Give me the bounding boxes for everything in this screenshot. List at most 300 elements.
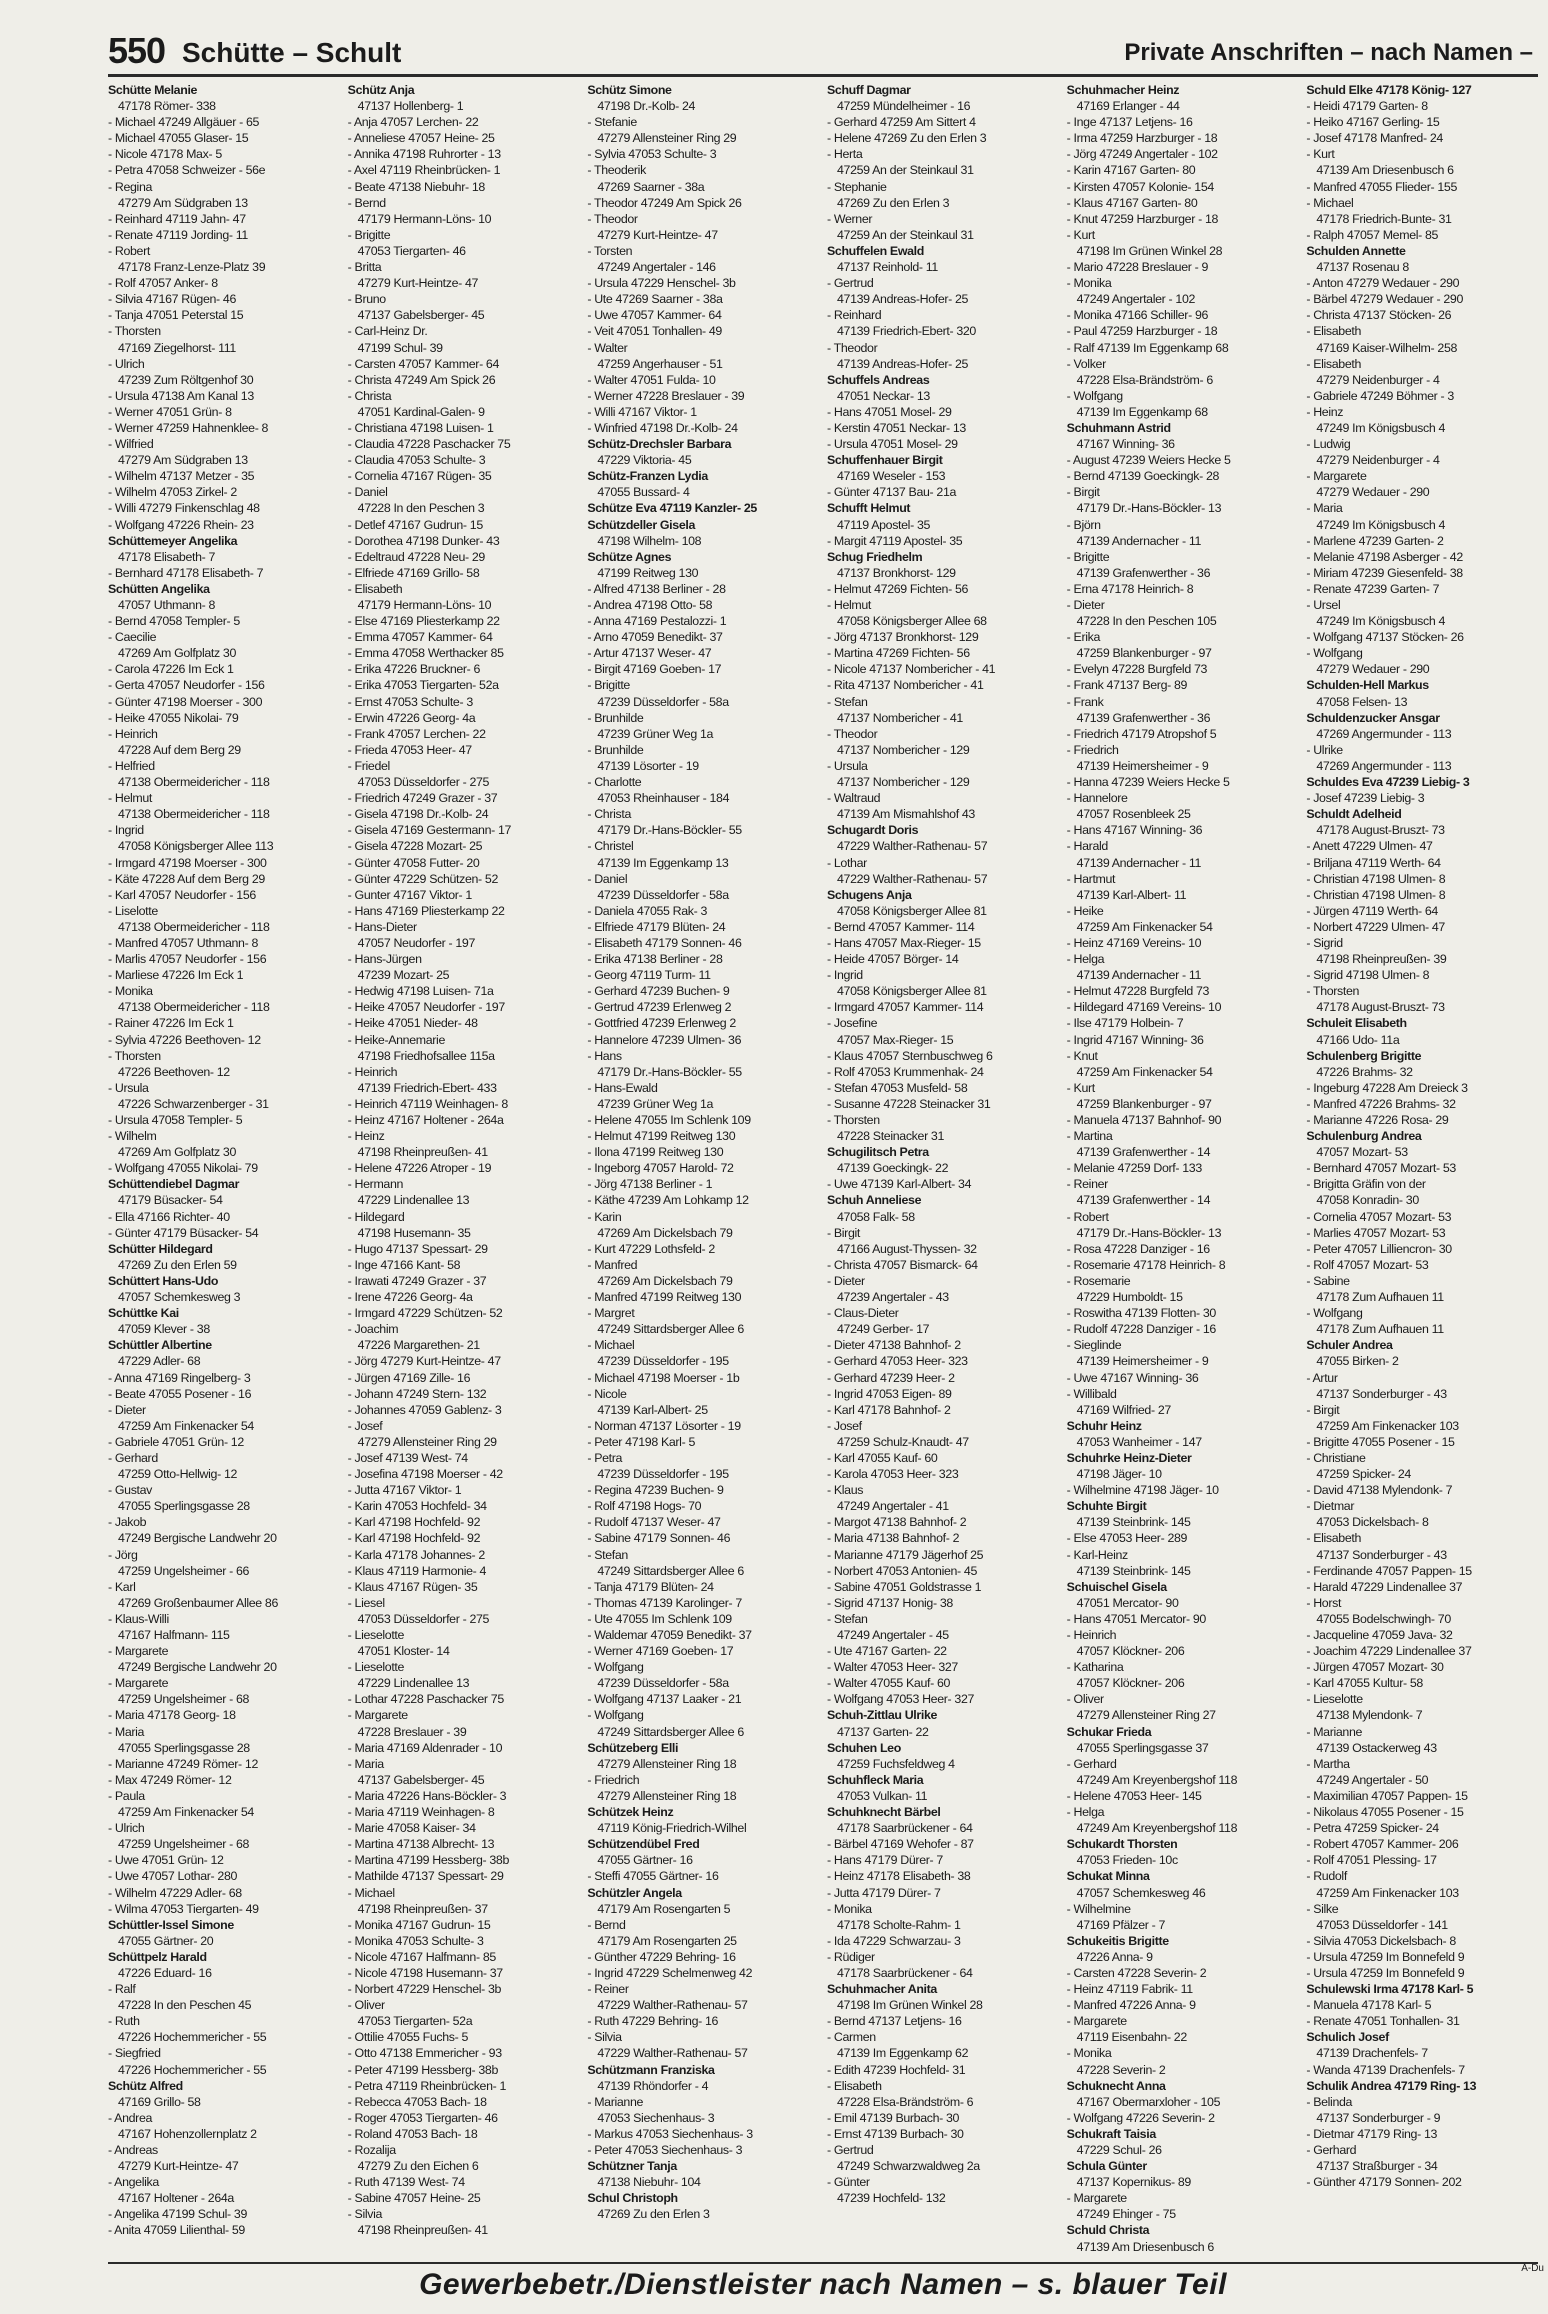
- directory-line: - Siegfried: [108, 2046, 161, 2061]
- surname-entry: Schützler Angela: [587, 1885, 682, 1900]
- surname-entry: Schukeitis Brigitte: [1066, 1933, 1169, 1948]
- directory-line: - Thorsten: [1306, 984, 1360, 999]
- directory-line: - Roger 47053 Tiergarten- 46: [347, 2110, 498, 2125]
- directory-line: - Werner 47228 Breslauer - 39: [587, 388, 745, 403]
- directory-line: - Dorothea 47198 Dunker- 43: [347, 533, 500, 548]
- directory-line: - Paul 47259 Harzburger - 18: [1066, 324, 1218, 339]
- directory-line: - Ursel: [1306, 598, 1341, 612]
- directory-line: 47051 Neckar- 13: [837, 388, 930, 403]
- directory-line: - Ralph 47057 Memel- 85: [1306, 227, 1439, 242]
- directory-line: - Helmut 47269 Fichten- 56: [827, 581, 969, 596]
- directory-line: - Regina 47239 Buchen- 9: [587, 1483, 724, 1498]
- directory-line: - Bernd 47058 Templer- 5: [108, 614, 240, 629]
- directory-line: - Manuela 47178 Karl- 5: [1306, 1998, 1432, 2013]
- directory-line: - Klaus: [827, 1483, 864, 1498]
- directory-line: - Margit 47119 Apostel- 35: [827, 533, 963, 548]
- directory-line: - Brigitte 47055 Posener - 15: [1306, 1434, 1455, 1449]
- directory-line: 47139 Andernacher - 11: [1076, 855, 1201, 870]
- directory-line: - Walter 47051 Fulda- 10: [587, 372, 716, 387]
- directory-line: - Silke: [1306, 1901, 1339, 1916]
- directory-line: 47053 Düsseldorfer - 275: [357, 1611, 490, 1626]
- directory-line: - Ingrid 47053 Eigen- 89: [827, 1386, 952, 1401]
- directory-line: - Heinz 47169 Vereins- 10: [1066, 935, 1202, 950]
- directory-line: - Gabriele 47051 Grün- 12: [108, 1434, 244, 1449]
- directory-line: - Evelyn 47228 Burgfeld 73: [1066, 662, 1208, 677]
- directory-line: 47167 Holtener - 264a: [118, 2191, 234, 2206]
- directory-line: - Elfriede 47169 Grillo- 58: [347, 565, 480, 580]
- directory-line: - Rudolf: [1306, 1869, 1347, 1884]
- directory-line: - Norman 47137 Lösorter - 19: [587, 1418, 741, 1433]
- directory-line: 47137 Nombericher - 41: [837, 710, 963, 725]
- directory-line: - Bernd: [587, 1917, 626, 1932]
- directory-line: - Michael: [347, 1885, 395, 1900]
- directory-line: - Thorsten: [827, 1113, 880, 1127]
- directory-line: - Maria 47178 Georg- 18: [108, 1708, 236, 1723]
- directory-line: 47139 Grafenwerther - 14: [1076, 1145, 1211, 1160]
- directory-line: 47137 Bronkhorst- 129: [837, 565, 956, 580]
- surname-entry: Schuldt Adelheid: [1306, 807, 1402, 822]
- directory-line: - Sabine 47179 Sonnen- 46: [587, 1531, 731, 1546]
- directory-line: 47259 Ungelsheimer - 66: [118, 1563, 250, 1578]
- directory-line: 47198 Rheinpreußen- 41: [357, 1145, 488, 1160]
- directory-line: 47055 Birken- 2: [1316, 1354, 1399, 1369]
- directory-line: - Wolfgang 47055 Nikolai- 79: [108, 1161, 258, 1176]
- directory-line: - Rosa 47228 Danziger - 16: [1066, 1241, 1210, 1256]
- directory-line: - Gertrud: [827, 2143, 874, 2157]
- directory-line: - Michael 47198 Moerser - 1b: [587, 1370, 740, 1385]
- directory-line: - Wilhelm 47137 Metzer - 35: [108, 469, 255, 484]
- directory-line: - Uwe 47139 Karl-Albert- 34: [827, 1177, 972, 1192]
- directory-line: - Hanna 47239 Weiers Hecke 5: [1066, 775, 1230, 790]
- directory-line: - Maximilian 47057 Pappen- 15: [1306, 1788, 1468, 1803]
- directory-line: 47057 Klöckner- 206: [1076, 1644, 1185, 1659]
- directory-line: - Manfred 47226 Anna- 9: [1066, 1998, 1196, 2013]
- directory-line: 47249 Angertaler - 50: [1316, 1772, 1429, 1787]
- directory-line: 47057 Schemkesweg 3: [118, 1290, 241, 1305]
- surname-entry: Schuler Andrea: [1306, 1338, 1393, 1353]
- surname-entry: Schukat Minna: [1066, 1869, 1150, 1884]
- directory-line: - Wolfgang 47137 Stöcken- 26: [1306, 630, 1464, 645]
- directory-line: 47178 Römer- 338: [118, 99, 216, 114]
- directory-line: - Ingrid 47167 Winning- 36: [1066, 1032, 1204, 1047]
- directory-line: 47169 Weseler - 153: [837, 469, 946, 484]
- directory-line: - Ruth: [108, 2014, 140, 2029]
- directory-line: - Jörg: [108, 1547, 138, 1562]
- directory-line: - Ursula: [108, 1080, 149, 1095]
- directory-line: 47239 Grüner Weg 1a: [597, 726, 714, 741]
- directory-line: - Jürgen 47057 Mozart- 30: [1306, 1660, 1444, 1675]
- directory-line: - Erna 47178 Heinrich- 8: [1066, 581, 1194, 596]
- directory-line: - Sabine: [1306, 1273, 1350, 1288]
- directory-line: - Birgit: [827, 1225, 860, 1240]
- directory-line: 47249 Ehinger - 75: [1076, 2207, 1176, 2222]
- directory-line: 47138 Obermeidericher - 118: [118, 919, 270, 934]
- directory-line: - Liesel: [347, 1595, 385, 1610]
- directory-line: - Karl 47055 Kauf- 60: [827, 1450, 938, 1465]
- directory-line: - Peter 47053 Siechenhaus- 3: [587, 2143, 743, 2157]
- directory-line: - Gertrud 47239 Erlenweg 2: [587, 1000, 732, 1015]
- directory-line: - Gerta 47057 Neudorfer - 156: [108, 678, 265, 693]
- directory-line: - Martina: [1066, 1129, 1113, 1144]
- directory-line: 47226 Brahms- 32: [1316, 1064, 1413, 1079]
- directory-line: - Kurt: [1306, 147, 1335, 162]
- directory-line: 47239 Angertaler - 43: [837, 1290, 949, 1305]
- directory-line: 47228 In den Peschen 105: [1076, 614, 1217, 629]
- directory-line: - Monika 47053 Schulte- 3: [347, 1933, 484, 1948]
- directory-line: 47269 Angermunder - 113: [1316, 758, 1452, 773]
- directory-line: - Christa 47137 Stöcken- 26: [1306, 308, 1452, 323]
- surname-entry: Schuhmacher Heinz: [1066, 83, 1180, 97]
- directory-line: - Maria 47226 Hans-Böckler- 3: [347, 1788, 507, 1803]
- directory-line: 47198 Rheinpreußen- 41: [357, 2223, 488, 2238]
- surname-entry: Schugilitsch Petra: [827, 1145, 929, 1160]
- directory-line: - Helga: [1066, 1805, 1105, 1820]
- directory-line: 47137 Nombericher - 129: [837, 775, 970, 790]
- directory-line: 47179 Büsacker- 54: [118, 1193, 223, 1208]
- directory-line: - Martina 47269 Fichten- 56: [827, 646, 970, 661]
- directory-line: 47259 Am Finkenacker 54: [1076, 919, 1213, 934]
- directory-line: - Heike-Annemarie: [347, 1032, 446, 1047]
- directory-line: - Ludwig: [1306, 437, 1351, 452]
- directory-line: - Susanne 47228 Steinacker 31: [827, 1096, 991, 1111]
- directory-line: 47279 Allensteiner Ring 29: [357, 1434, 497, 1449]
- directory-line: - Jörg 47137 Bronkhorst- 129: [827, 630, 979, 645]
- directory-line: - Georg 47119 Turm- 11: [587, 968, 711, 983]
- directory-line: 47051 Mercator- 90: [1076, 1595, 1179, 1610]
- directory-line: - Wilfried: [108, 437, 154, 452]
- directory-line: - Thorsten: [108, 1048, 161, 1063]
- directory-line: 47226 Hochemmericher - 55: [118, 2030, 267, 2045]
- directory-line: 47239 Düsseldorfer - 195: [597, 1354, 729, 1369]
- directory-line: - Knut: [1066, 1048, 1098, 1063]
- directory-line: - Gunter 47167 Viktor- 1: [347, 887, 472, 902]
- directory-line: - Norbert 47229 Henschel- 3b: [347, 1982, 502, 1997]
- directory-line: 47269 Am Dickelsbach 79: [597, 1225, 733, 1240]
- directory-line: - Erika 47138 Berliner - 28: [587, 952, 723, 967]
- directory-line: - Petra: [587, 1450, 623, 1465]
- directory-line: - Torsten: [587, 243, 633, 258]
- directory-line: 47259 Blankenburger - 97: [1076, 1096, 1212, 1111]
- directory-line: - Hildegard: [347, 1209, 405, 1224]
- surname-entry: Schuh-Zittlau Ulrike: [827, 1708, 938, 1723]
- directory-line: - Briljana 47119 Werth- 64: [1306, 855, 1441, 870]
- surname-entry: Schuh Anneliese: [827, 1193, 922, 1208]
- directory-line: 47228 Elsa-Brändström- 6: [837, 2094, 974, 2109]
- directory-line: 47053 Vulkan- 11: [837, 1788, 928, 1803]
- directory-line: - Hans 47167 Winning- 36: [1066, 823, 1203, 838]
- directory-line: - Sylvia 47226 Beethoven- 12: [108, 1032, 261, 1047]
- directory-line: - Robert: [1066, 1209, 1109, 1224]
- directory-line: - Ilona 47199 Reitweg 130: [587, 1145, 724, 1160]
- directory-line: - Wanda 47139 Drachenfels- 7: [1306, 2062, 1465, 2077]
- directory-line: 47169 Wilfried- 27: [1076, 1402, 1171, 1417]
- directory-line: - Heike 47051 Nieder- 48: [347, 1016, 478, 1031]
- directory-line: - Joachim: [347, 1322, 399, 1337]
- directory-line: - Martina 47138 Albrecht- 13: [347, 1837, 495, 1852]
- directory-line: - Friedel: [347, 758, 390, 773]
- surname-entry: Schugens Anja: [827, 887, 912, 902]
- directory-line: - Tanja 47179 Blüten- 24: [587, 1579, 714, 1594]
- directory-line: - Michael 47249 Allgäuer - 65: [108, 115, 260, 130]
- directory-line: - Ulrike: [1306, 742, 1343, 757]
- directory-line: 47051 Kloster- 14: [357, 1644, 450, 1659]
- surname-entry: Schützek Heinz: [587, 1805, 674, 1820]
- directory-line: - Wilhelm 47053 Zirkel- 2: [108, 485, 237, 500]
- directory-line: 47057 Schemkesweg 46: [1076, 1885, 1206, 1900]
- directory-line: - Brigitta Gräfin von der: [1306, 1177, 1426, 1192]
- directory-line: - Maria 47138 Bahnhof- 2: [827, 1531, 960, 1546]
- directory-line: - Heinz 47119 Fabrik- 11: [1066, 1982, 1193, 1997]
- directory-line: - Katharina: [1066, 1660, 1124, 1675]
- directory-line: - Rolf 47051 Plessing- 17: [1306, 1853, 1437, 1868]
- directory-line: 47139 Steinbrink- 145: [1076, 1515, 1191, 1530]
- corner-mark: A-Du: [1521, 2263, 1544, 2274]
- directory-line: 47279 Neidenburger - 4: [1316, 372, 1440, 387]
- directory-line: - Elisabeth: [827, 2078, 882, 2093]
- directory-line: - Elfriede 47179 Blüten- 24: [587, 919, 726, 934]
- directory-line: - Marianne: [1306, 1724, 1363, 1739]
- directory-line: - Rüdiger: [827, 1949, 875, 1964]
- directory-line: 47229 Lindenallee 13: [357, 1676, 470, 1691]
- surname-entry: Schukraft Taisia: [1066, 2126, 1156, 2141]
- surname-entry: Schüttemeyer Angelika: [108, 533, 238, 548]
- directory-line: 47198 Rheinpreußen- 37: [357, 1901, 488, 1916]
- directory-line: 47269 Zu den Erlen 59: [118, 1257, 237, 1272]
- directory-column: [348, 82, 580, 2252]
- directory-line: - Bernd 47139 Goeckingk- 28: [1066, 469, 1220, 484]
- directory-line: - Karla 47178 Johannes- 2: [347, 1547, 485, 1562]
- directory-line: 47279 Kurt-Heintze- 47: [118, 2159, 239, 2174]
- directory-line: - Angelika 47199 Schul- 39: [108, 2207, 248, 2222]
- directory-line: 47053 Tiergarten- 52a: [357, 2014, 473, 2029]
- directory-line: 47139 Heimersheimer - 9: [1076, 758, 1209, 773]
- surname-entry: Schulenburg Andrea: [1306, 1129, 1422, 1144]
- directory-line: - Heike 47055 Nikolai- 79: [108, 710, 239, 725]
- directory-line: 47057 Mozart- 53: [1316, 1145, 1408, 1160]
- directory-line: 47179 Am Rosengarten 25: [597, 1933, 737, 1948]
- directory-line: - Hermann: [347, 1177, 404, 1192]
- surname-entry: Schuldenzucker Ansgar: [1306, 710, 1440, 725]
- directory-line: - Marlene 47239 Garten- 2: [1306, 533, 1444, 548]
- directory-line: - Horst: [1306, 1595, 1342, 1610]
- surname-entry: Schuffels Andreas: [827, 372, 930, 387]
- directory-line: 47199 Reitweg 130: [597, 565, 699, 580]
- directory-line: - Willi 47279 Finkenschlag 48: [108, 501, 260, 516]
- directory-line: - Emma 47058 Werthacker 85: [347, 646, 504, 661]
- directory-line: 47137 Gabelsberger- 45: [357, 1772, 485, 1787]
- directory-line: - Hans: [587, 1048, 622, 1063]
- directory-line: - Lieselotte: [1306, 1692, 1363, 1707]
- directory-line: - Nicole 47167 Halfmann- 85: [347, 1949, 496, 1964]
- directory-line: 47139 Andreas-Hofer- 25: [837, 356, 969, 371]
- directory-line: - Harald: [1066, 839, 1108, 854]
- directory-line: - Volker: [1066, 356, 1106, 371]
- directory-line: - Friedrich 47249 Grazer - 37: [347, 791, 498, 806]
- directory-line: - Klaus-Willi: [108, 1611, 169, 1626]
- directory-line: - Margarete: [108, 1644, 169, 1659]
- directory-line: - Stefan: [827, 1611, 868, 1626]
- directory-line: - Christiane: [1306, 1450, 1366, 1465]
- directory-line: - Ferdinande 47057 Pappen- 15: [1306, 1563, 1472, 1578]
- directory-line: - Daniel: [587, 871, 628, 886]
- directory-line: 47055 Bodelschwingh- 70: [1316, 1611, 1451, 1626]
- directory-line: - Bernhard 47178 Elisabeth- 7: [108, 565, 264, 580]
- directory-line: - Kerstin 47051 Neckar- 13: [827, 420, 966, 435]
- directory-line: 47259 Spicker- 24: [1316, 1467, 1411, 1482]
- directory-line: - Gustav: [108, 1483, 153, 1498]
- directory-line: - Detlef 47167 Gudrun- 15: [347, 517, 483, 532]
- directory-line: - Christiana 47198 Luisen- 1: [347, 420, 494, 435]
- surname-entry: Schütz-Drechsler Barbara: [587, 437, 732, 452]
- directory-line: - Peter 47199 Hessberg- 38b: [347, 2062, 499, 2077]
- directory-line: - Ulrich: [108, 1821, 145, 1836]
- directory-line: 47279 Neidenburger - 4: [1316, 453, 1440, 468]
- directory-line: 47119 König-Friedrich-Wilhel: [597, 1821, 747, 1836]
- directory-line: 47137 Sonderburger - 9: [1316, 2110, 1441, 2125]
- directory-line: - Tanja 47051 Peterstal 15: [108, 308, 244, 323]
- directory-line: - Gabriele 47249 Böhmer - 3: [1306, 388, 1454, 403]
- directory-line: - Markus 47053 Siechenhaus- 3: [587, 2126, 753, 2141]
- directory-line: - Andrea: [108, 2110, 153, 2125]
- directory-line: - Dieter 47138 Bahnhof- 2: [827, 1338, 961, 1353]
- directory-line: - Silvia 47167 Rügen- 46: [108, 292, 236, 307]
- directory-line: 47139 Andreas-Hofer- 25: [837, 292, 969, 307]
- surname-entry: Schützdeller Gisela: [587, 517, 695, 532]
- directory-line: - Monika: [1066, 276, 1112, 291]
- directory-line: 47259 Mündelheimer - 16: [837, 99, 971, 114]
- surname-entry: Schulenberg Brigitte: [1306, 1048, 1422, 1063]
- directory-line: 47239 Grüner Weg 1a: [597, 1096, 714, 1111]
- directory-line: - Reiner: [587, 1982, 629, 1997]
- page-number: 550: [108, 30, 166, 71]
- directory-line: - Erwin 47226 Georg- 4a: [347, 710, 476, 725]
- directory-line: - Josef 47239 Liebig- 3: [1306, 791, 1425, 806]
- surname-entry: Schütz Simone: [587, 83, 672, 97]
- directory-line: - Ottilie 47055 Fuchs- 5: [347, 2030, 469, 2045]
- directory-line: 47279 Am Südgraben 13: [118, 453, 248, 468]
- directory-line: - Ernst 47139 Burbach- 30: [827, 2126, 964, 2141]
- directory-line: 47269 Zu den Erlen 3: [837, 195, 950, 210]
- directory-line: - Elisabeth 47179 Sonnen- 46: [587, 935, 742, 950]
- directory-line: 47051 Kardinal-Galen- 9: [357, 404, 485, 419]
- directory-line: 47249 Angertaler - 45: [837, 1628, 949, 1642]
- directory-line: 47137 Garten- 22: [837, 1724, 929, 1739]
- directory-line: 47249 Sittardsberger Allee 6: [597, 1724, 744, 1739]
- directory-line: - Christa: [587, 807, 631, 822]
- directory-line: 47198 Friedhofsallee 115a: [357, 1048, 495, 1063]
- directory-line: - Ursula 47051 Mosel- 29: [827, 437, 958, 452]
- directory-line: - Birgit 47169 Goeben- 17: [587, 662, 722, 677]
- directory-line: - Anna 47169 Ringelberg- 3: [108, 1370, 251, 1385]
- surname-entry: Schuffenhauer Birgit: [827, 453, 943, 468]
- directory-line: 47279 Allensteiner Ring 27: [1076, 1708, 1216, 1723]
- surname-entry: Schuhr Heinz: [1066, 1418, 1142, 1433]
- directory-line: 47249 Angertaler - 41: [837, 1499, 949, 1514]
- directory-line: - Heinrich: [1066, 1628, 1117, 1642]
- directory-line: 47178 Scholte-Rahm- 1: [837, 1917, 961, 1932]
- directory-line: - Helmut 47228 Burgfeld 73: [1066, 984, 1210, 999]
- directory-line: 47259 Otto-Hellwig- 12: [118, 1467, 238, 1482]
- directory-line: - Bernd 47137 Letjens- 16: [827, 2014, 962, 2029]
- directory-line: - Uwe 47057 Kammer- 64: [587, 308, 722, 323]
- directory-line: - Werner 47169 Goeben- 17: [587, 1644, 734, 1659]
- directory-line: - Ursula 47138 Am Kanal 13: [108, 388, 254, 403]
- directory-line: - Ingeburg 47228 Am Dreieck 3: [1306, 1080, 1468, 1095]
- directory-line: - Martina 47199 Hessberg- 38b: [347, 1853, 510, 1868]
- directory-line: - Regina: [108, 179, 153, 194]
- directory-line: 47055 Bussard- 4: [597, 485, 690, 500]
- directory-line: - Heike: [1066, 903, 1104, 918]
- surname-entry: Schütten Angelika: [108, 581, 210, 596]
- directory-line: - Rolf 47057 Anker- 8: [108, 276, 218, 291]
- directory-line: - Nicole 47137 Nombericher - 41: [827, 662, 996, 677]
- directory-line: - Maria 47169 Aldenrader - 10: [347, 1740, 503, 1755]
- directory-line: - Daniel: [347, 485, 388, 500]
- directory-line: - Margarete: [1066, 2191, 1127, 2206]
- directory-line: - Herta: [827, 147, 863, 162]
- directory-line: 47229 Walther-Rathenau- 57: [597, 1998, 748, 2013]
- directory-line: - Stefan 47053 Musfeld- 58: [827, 1080, 968, 1095]
- directory-line: - Beate 47055 Posener - 16: [108, 1386, 252, 1401]
- directory-line: - Ingrid 47229 Schelmenweg 42: [587, 1965, 753, 1980]
- directory-line: - Stefan: [587, 1547, 628, 1562]
- directory-line: - Brunhilde: [587, 742, 644, 757]
- directory-line: 47167 Halfmann- 115: [118, 1628, 230, 1642]
- directory-line: - Helga: [1066, 952, 1105, 967]
- directory-line: 47259 Ungelsheimer - 68: [118, 1837, 250, 1852]
- surname-entry: Schuhte Birgit: [1066, 1499, 1147, 1514]
- directory-line: 47058 Königsberger Allee 68: [837, 614, 987, 629]
- directory-line: 47198 Wilhelm- 108: [597, 533, 702, 548]
- directory-line: - Manfred 47057 Uthmann- 8: [108, 935, 259, 950]
- directory-line: - Thomas 47139 Karolinger- 7: [587, 1595, 742, 1610]
- directory-line: 47166 August-Thyssen- 32: [837, 1241, 977, 1256]
- directory-line: 47259 Ungelsheimer - 68: [118, 1692, 250, 1707]
- surname-entry: Schulich Josef: [1306, 2030, 1389, 2045]
- directory-line: 47229 Schul- 26: [1076, 2143, 1162, 2157]
- directory-line: - Carl-Heinz Dr.: [347, 324, 428, 339]
- directory-line: - Monika 47166 Schiller- 96: [1066, 308, 1209, 323]
- directory-column: [587, 82, 819, 2252]
- directory-line: - Elisabeth: [1306, 356, 1362, 371]
- directory-line: - Veit 47051 Tonhallen- 49: [587, 324, 722, 339]
- directory-line: - Rozalija: [347, 2143, 396, 2157]
- directory-line: - Wolfgang 47137 Laaker - 21: [587, 1692, 742, 1707]
- directory-line: - Artur: [1306, 1370, 1338, 1385]
- directory-line: - Renate 47239 Garten- 7: [1306, 581, 1440, 596]
- directory-line: - Wolfgang 47053 Heer- 327: [827, 1692, 975, 1707]
- surname-entry: Schuhknecht Bärbel: [827, 1805, 941, 1820]
- directory-line: 47239 Hochfeld- 132: [837, 2191, 946, 2206]
- directory-line: 47059 Klever - 38: [118, 1322, 210, 1337]
- surname-entry: Schuffelen Ewald: [827, 243, 924, 258]
- directory-line: - Artur 47137 Weser- 47: [587, 646, 712, 661]
- directory-line: 47198 Im Grünen Winkel 28: [1076, 243, 1223, 258]
- directory-line: - Manfred 47226 Brahms- 32: [1306, 1096, 1456, 1111]
- directory-line: - Heinrich: [108, 726, 158, 741]
- directory-line: - Heinrich 47119 Weinhagen- 8: [347, 1096, 508, 1111]
- directory-line: - Maria: [1306, 501, 1343, 516]
- directory-line: 47179 Am Rosengarten 5: [597, 1901, 731, 1916]
- directory-line: - Ingeborg 47057 Harold- 72: [587, 1161, 734, 1176]
- directory-line: 47179 Hermann-Löns- 10: [357, 598, 492, 612]
- directory-line: - Günter: [827, 2175, 870, 2190]
- directory-line: - Heiko 47167 Gerling- 15: [1306, 115, 1440, 130]
- directory-line: - Michael 47055 Glaser- 15: [108, 131, 249, 146]
- directory-line: 47269 Zu den Erlen 3: [597, 2207, 710, 2222]
- directory-line: 47139 Karl-Albert- 25: [597, 1402, 708, 1417]
- directory-line: - Max 47249 Römer- 12: [108, 1772, 232, 1787]
